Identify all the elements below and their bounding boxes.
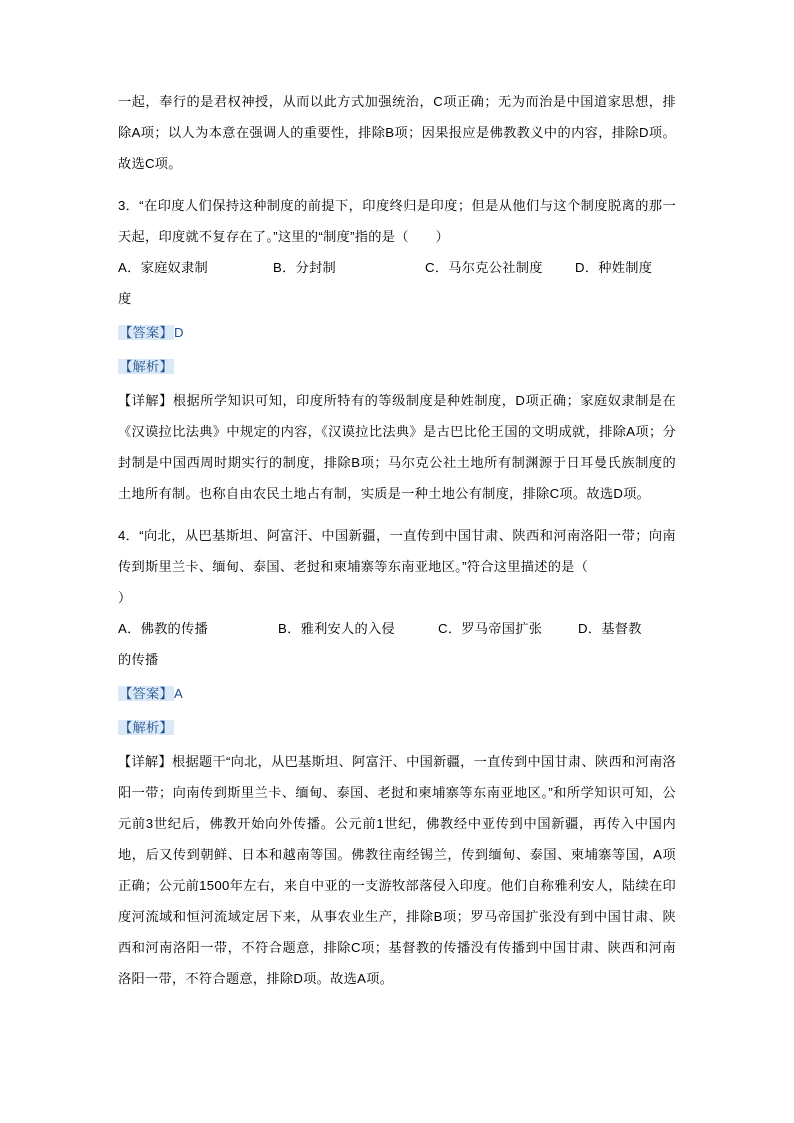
option-b: B．雅利安人的入侵: [278, 621, 395, 636]
question-4-options: [118, 613, 676, 644]
question-4-answer-line: [118, 678, 676, 709]
question-4-stem: “向北，从巴基斯坦、阿富汗、中国新疆，一直传到中国甘肃、陕西和河南洛阳一带；向南传到斯里兰卡、缅甸、泰国、老挝和柬埔寨等东南亚地区。”符合这里描述的是（: [118, 528, 676, 574]
question-3: [118, 190, 676, 509]
question-4-analysis-line: [118, 712, 676, 743]
detail-label: 【详解】: [118, 393, 173, 408]
question-4-stem-tail: ）: [118, 590, 132, 605]
question-4-stem-line: [118, 520, 676, 582]
question-4-options-tail: 的传播: [118, 652, 159, 667]
answer-label: 【答案】: [119, 325, 173, 340]
option-c: C．罗马帝国扩张: [438, 621, 543, 636]
analysis-label: 【解析】: [119, 720, 173, 735]
answer-label: 【答案】: [119, 686, 173, 701]
detail-label: 【详解】: [118, 754, 172, 769]
question-3-answer: D: [173, 325, 184, 340]
question-4: [118, 520, 676, 994]
option-d: D．基督教: [578, 621, 642, 636]
question-4-number: 4．: [118, 528, 140, 543]
question-3-stem: “在印度人们保持这种制度的前提下，印度终归是印度；但是从他们与这个制度脱离的那一天起，印度就不复存在了。”这里的“制度”指的是（ ）: [118, 198, 676, 244]
question-3-options: [118, 252, 676, 283]
question-4-detail: [118, 746, 676, 994]
question-3-detail: [118, 385, 676, 509]
option-c: C．马尔克公社制度: [425, 260, 543, 275]
question-3-analysis-line: [118, 351, 676, 382]
paragraph-continuation: 一起，奉行的是君权神授，从而以此方式加强统治，C项正确；无为而治是中国道家思想，排除A项；以人为本意在强调人的重要性，排除B项；因果报应是佛教教义中的内容，排除D项。故选C项。: [118, 94, 676, 171]
analysis-label: 【解析】: [119, 359, 173, 374]
question-3-number: 3．: [118, 198, 140, 213]
question-3-detail-text: 根据所学知识可知，印度所特有的等级制度是种姓制度，D项正确；家庭奴隶制是在《汉谟拉比法典》中规定的内容，《汉谟拉比法典》是古巴比伦王国的文明成就，排除A项；分封制是中国西周时期实行的制度，排除B项；马尔克公社土地所有制渊源于日耳曼氏族制度的土地所有制。也称自由农民土地占有制，实质是一种土地公有制度，排除C项。故选D项。: [118, 393, 677, 501]
option-a: A．家庭奴隶制: [118, 260, 209, 275]
question-3-options-tail: 度: [118, 291, 132, 306]
question-3-answer-line: [118, 317, 676, 348]
question-4-detail-text: 根据题干“向北，从巴基斯坦、阿富汗、中国新疆，一直传到中国甘肃、陕西和河南洛阳一带；向南传到斯里兰卡、缅甸、泰国、老挝和柬埔寨等东南亚地区。”和所学知识可知，公元前3世纪后，佛教开始向外传播。公元前1世纪，佛教经中亚传到中国新疆，再传入中国内地，后又传到朝鲜、日本和越南等国。佛教往南经锡兰，传到缅甸、泰国、柬埔寨等国，A项正确；公元前1500年左右，来自中亚的一支游牧部落侵入印度。他们自称雅利安人，陆续在印度河流域和恒河流域定居下来，从事农业生产，排除B项；罗马帝国扩张没有到中国甘肃、陕西和河南洛阳一带，不符合题意，排除C项；基督教的传播没有传播到中国甘肃、陕西和河南洛阳一带，不符合题意，排除D项。故选A项。: [118, 754, 676, 986]
document-body: [118, 86, 676, 994]
question-3-stem-line: [118, 190, 676, 252]
option-d: D．种姓制度: [575, 260, 653, 275]
option-a: A．佛教的传播: [118, 621, 209, 636]
question-4-answer: A: [173, 686, 184, 701]
option-b: B．分封制: [273, 260, 337, 275]
